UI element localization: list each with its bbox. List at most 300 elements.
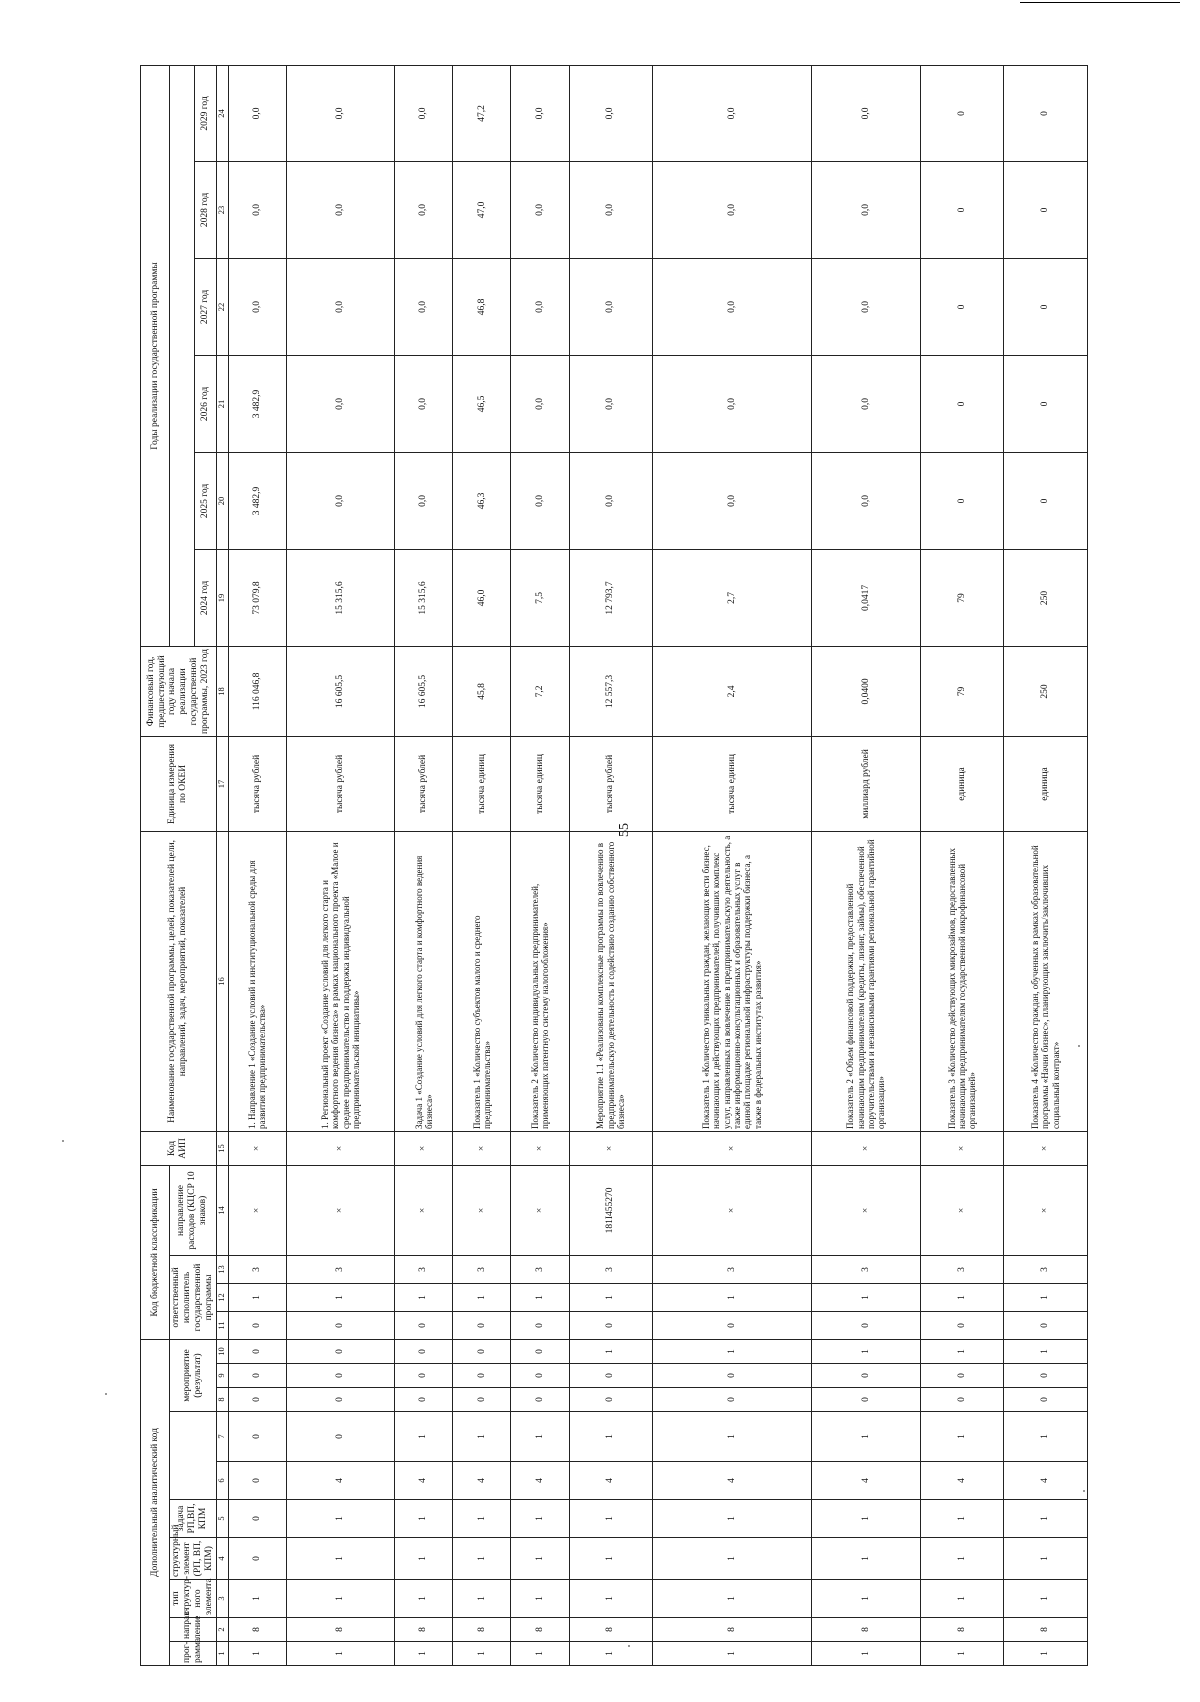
year-header: 2028 год xyxy=(195,161,217,258)
code-cell: 0 xyxy=(228,1364,286,1388)
code-cell: 0 xyxy=(286,1364,395,1388)
unit-cell: тысяча единиц xyxy=(652,736,811,831)
code-cell: 1 xyxy=(920,1412,1003,1462)
column-number: 9 xyxy=(216,1364,228,1388)
code-cell: 1 xyxy=(511,1642,569,1666)
event-header: мероприятие (результат) xyxy=(170,1339,217,1411)
code-cell: 1 xyxy=(511,1538,569,1580)
scan-speck xyxy=(62,1140,64,1142)
year-value-cell: 250 xyxy=(1004,549,1087,646)
year-value-cell: 0 xyxy=(1004,452,1087,549)
code-cell: 1 xyxy=(812,1500,921,1538)
code-cell: 1 xyxy=(569,1500,652,1538)
base-year-cell: 116 046,8 xyxy=(228,646,286,736)
empty-header xyxy=(170,1412,217,1500)
year-value-cell: 46,5 xyxy=(453,355,511,452)
table-row xyxy=(286,65,395,1665)
code-cell: 0 xyxy=(652,1388,811,1412)
column-number: 1 xyxy=(216,1642,228,1666)
code-cell: × xyxy=(920,1165,1003,1255)
table-row xyxy=(1004,65,1087,1665)
year-value-cell: 46,8 xyxy=(453,258,511,355)
year-value-cell: 0,0 xyxy=(395,452,453,549)
code-cell: 0 xyxy=(812,1388,921,1412)
code-cell: 0 xyxy=(812,1311,921,1339)
base-year-cell: 250 xyxy=(1004,646,1087,736)
code-cell: 1 xyxy=(812,1412,921,1462)
year-value-cell: 0,0 xyxy=(652,161,811,258)
year-value-cell: 15 315,6 xyxy=(395,549,453,646)
top-border-line xyxy=(1020,2,1180,3)
table-row xyxy=(511,65,569,1665)
year-value-cell: 0,0417 xyxy=(812,549,921,646)
code-cell: 0 xyxy=(920,1364,1003,1388)
code-cell: 8 xyxy=(228,1618,286,1642)
base-year-header: Финансовый год, предшествующий году начала реализации государственной программы, 2023 год xyxy=(141,646,217,736)
year-value-cell: 47,2 xyxy=(453,65,511,161)
column-number: 10 xyxy=(216,1339,228,1363)
name-cell: Показатель 1 «Количество уникальных граждан, желающих вести бизнес, начинающих и действующих предпринимателей, получивших комплекс услуг, направленных на вовлечение в предпринимательскую деятельность, а также информационно-консультационных и образовательных услуг в единой площадке региональной инфраструктуры поддержки бизнеса, а также в федеральных институтах развития» xyxy=(652,831,811,1131)
code-cell: 3 xyxy=(1004,1255,1087,1283)
code-cell: 0 xyxy=(228,1339,286,1363)
code-cell: 1 xyxy=(286,1580,395,1618)
code-cell: 4 xyxy=(395,1462,453,1500)
code-cell: 1 xyxy=(1004,1642,1087,1666)
year-value-cell: 12 793,7 xyxy=(569,549,652,646)
code-cell: 1 xyxy=(652,1538,811,1580)
unit-cell: единица xyxy=(1004,736,1087,831)
code-cell: 1 xyxy=(395,1283,453,1311)
code-cell: × xyxy=(453,1131,511,1165)
column-number: 7 xyxy=(216,1412,228,1462)
year-value-cell: 0,0 xyxy=(511,161,569,258)
scan-speck xyxy=(105,1393,107,1395)
year-value-cell: 0 xyxy=(920,161,1003,258)
code-cell: 1 xyxy=(1004,1283,1087,1311)
code-cell: 1 xyxy=(1004,1580,1087,1618)
code-cell: 4 xyxy=(652,1462,811,1500)
code-cell: 0 xyxy=(569,1388,652,1412)
code-cell: 1 xyxy=(453,1283,511,1311)
code-cell: 3 xyxy=(286,1255,395,1283)
unit-cell: миллиард рублей xyxy=(812,736,921,831)
kod-aip-header: Код АИП xyxy=(141,1131,217,1165)
base-year-cell: 16 605,5 xyxy=(286,646,395,736)
code-cell: 1 xyxy=(286,1500,395,1538)
year-value-cell: 7,5 xyxy=(511,549,569,646)
year-value-cell: 0,0 xyxy=(228,258,286,355)
year-value-cell: 0 xyxy=(1004,161,1087,258)
code-cell: 3 xyxy=(812,1255,921,1283)
code-cell: 1 xyxy=(453,1412,511,1462)
column-number: 2 xyxy=(216,1618,228,1642)
code-cell: 8 xyxy=(652,1618,811,1642)
code-cell: 1 xyxy=(812,1283,921,1311)
code-cell: 1 xyxy=(920,1642,1003,1666)
code-cell: 0 xyxy=(569,1311,652,1339)
unit-cell: тысяча рублей xyxy=(395,736,453,831)
year-value-cell: 0,0 xyxy=(511,65,569,161)
code-cell: 1 xyxy=(395,1580,453,1618)
year-value-cell: 0,0 xyxy=(286,355,395,452)
year-value-cell: 3 482,9 xyxy=(228,452,286,549)
program-indicators-table xyxy=(140,65,1088,1666)
code-cell: 8 xyxy=(511,1618,569,1642)
code-cell: 4 xyxy=(511,1462,569,1500)
code-cell: 1 xyxy=(395,1538,453,1580)
year-value-cell: 0,0 xyxy=(511,355,569,452)
code-cell: 0 xyxy=(286,1311,395,1339)
code-cell: 0 xyxy=(920,1311,1003,1339)
table-body xyxy=(228,65,1087,1665)
year-value-cell: 0,0 xyxy=(395,258,453,355)
year-value-cell: 0,0 xyxy=(395,355,453,452)
code-cell: 0 xyxy=(286,1339,395,1363)
years-spacer xyxy=(170,65,195,646)
table-row xyxy=(453,65,511,1665)
year-value-cell: 0,0 xyxy=(511,258,569,355)
code-cell: 1 xyxy=(569,1339,652,1363)
code-cell: 0 xyxy=(1004,1311,1087,1339)
code-cell: 1 xyxy=(652,1412,811,1462)
year-value-cell: 0,0 xyxy=(652,258,811,355)
code-cell: 3 xyxy=(228,1255,286,1283)
year-value-cell: 0 xyxy=(920,355,1003,452)
code-cell: 1 xyxy=(569,1283,652,1311)
year-value-cell: 0 xyxy=(1004,355,1087,452)
code-cell: × xyxy=(286,1165,395,1255)
code-cell: 4 xyxy=(453,1462,511,1500)
code-cell: 0 xyxy=(453,1311,511,1339)
code-cell: × xyxy=(511,1131,569,1165)
code-cell: 1 xyxy=(511,1580,569,1618)
code-cell: 0 xyxy=(453,1339,511,1363)
base-year-cell: 2,4 xyxy=(652,646,811,736)
year-value-cell: 0,0 xyxy=(395,65,453,161)
column-number: 5 xyxy=(216,1500,228,1538)
code-cell: 0 xyxy=(511,1388,569,1412)
year-value-cell: 0,0 xyxy=(652,65,811,161)
code-cell: 1 xyxy=(812,1580,921,1618)
responsible-header: ответственный исполнитель государственной программы xyxy=(170,1255,217,1339)
code-cell: 0 xyxy=(652,1311,811,1339)
code-cell: 4 xyxy=(812,1462,921,1500)
code-cell: 3 xyxy=(511,1255,569,1283)
code-cell: 3 xyxy=(920,1255,1003,1283)
year-value-cell: 0,0 xyxy=(812,258,921,355)
year-header: 2026 год xyxy=(195,355,217,452)
column-number: 8 xyxy=(216,1388,228,1412)
code-cell: × xyxy=(1004,1165,1087,1255)
scan-speck xyxy=(1083,1490,1085,1492)
code-cell: 3 xyxy=(652,1255,811,1283)
scan-speck xyxy=(1078,1045,1080,1047)
column-number: 14 xyxy=(216,1165,228,1255)
year-value-cell: 3 482,9 xyxy=(228,355,286,452)
code-cell: 1 xyxy=(511,1500,569,1538)
year-value-cell: 0 xyxy=(1004,258,1087,355)
year-value-cell: 2,7 xyxy=(652,549,811,646)
table-row xyxy=(569,65,652,1665)
code-cell: 8 xyxy=(812,1618,921,1642)
code-cell: 0 xyxy=(453,1388,511,1412)
name-cell: Показатель 3 «Количество действующих микрозаймов, предоставленных начинающим предпринимателям государственной микрофинансовой организацией» xyxy=(920,831,1003,1131)
code-cell: 1 xyxy=(920,1538,1003,1580)
name-cell: Показатель 1 «Количество субъектов малого и среднего предпринимательства» xyxy=(453,831,511,1131)
year-value-cell: 46,0 xyxy=(453,549,511,646)
year-value-cell: 73 079,8 xyxy=(228,549,286,646)
column-number-row xyxy=(216,65,228,1665)
code-cell: × xyxy=(228,1131,286,1165)
year-value-cell: 0 xyxy=(1004,65,1087,161)
base-year-cell: 7,2 xyxy=(511,646,569,736)
code-cell: 181I455270 xyxy=(569,1165,652,1255)
code-cell: 0 xyxy=(395,1311,453,1339)
additional-code-header: Дополнительный аналитический код xyxy=(141,1339,170,1665)
year-value-cell: 0 xyxy=(920,65,1003,161)
table-row xyxy=(920,65,1003,1665)
year-value-cell: 47,0 xyxy=(453,161,511,258)
scan-speck xyxy=(628,1645,630,1647)
name-cell: Показатель 4 «Количество граждан, обученных в рамках образовательной программы «Начни бизнес», планирующих заключить/заключивших социальный контракт» xyxy=(1004,831,1087,1131)
year-header: 2025 год xyxy=(195,452,217,549)
table-row xyxy=(228,65,286,1665)
code-cell: 1 xyxy=(395,1642,453,1666)
year-value-cell: 0,0 xyxy=(812,65,921,161)
code-cell: × xyxy=(511,1165,569,1255)
code-cell: 1 xyxy=(652,1339,811,1363)
base-year-cell: 12 557,3 xyxy=(569,646,652,736)
code-cell: 1 xyxy=(228,1642,286,1666)
name-cell: Мероприятие 1.1 «Реализованы комплексные программы по вовлечению в предпринимательскую деятельность и содействию созданию собственного бизнеса» xyxy=(569,831,652,1131)
base-year-cell: 0,0400 xyxy=(812,646,921,736)
year-value-cell: 0,0 xyxy=(569,355,652,452)
code-cell: × xyxy=(652,1131,811,1165)
unit-cell: тысяча рублей xyxy=(569,736,652,831)
column-number: 16 xyxy=(216,831,228,1131)
code-cell: 1 xyxy=(920,1339,1003,1363)
name-header: Наименование государственной программы, целей, показателей цели, направлений, задач, мероприятий, показателей xyxy=(141,831,217,1131)
struct-type-header: тип структур-ного элемента xyxy=(170,1580,217,1618)
unit-cell: тысяча единиц xyxy=(453,736,511,831)
table-row xyxy=(395,65,453,1665)
column-number: 4 xyxy=(216,1538,228,1580)
code-cell: 0 xyxy=(228,1388,286,1412)
column-number: 19 xyxy=(216,549,228,646)
code-cell: 0 xyxy=(395,1364,453,1388)
year-value-cell: 0,0 xyxy=(812,161,921,258)
code-cell: 4 xyxy=(1004,1462,1087,1500)
unit-cell: единица xyxy=(920,736,1003,831)
column-number: 18 xyxy=(216,646,228,736)
name-cell: Показатель 2 «Объем финансовой поддержки, предоставленной начинающим предпринимателям (кредиты, лизинг, займы), обеспеченной поручительствами и независимыми гарантиями региональной гарантийной организации» xyxy=(812,831,921,1131)
year-value-cell: 0,0 xyxy=(286,258,395,355)
code-cell: 0 xyxy=(1004,1364,1087,1388)
code-cell: × xyxy=(453,1165,511,1255)
code-cell: × xyxy=(920,1131,1003,1165)
code-cell: 3 xyxy=(569,1255,652,1283)
year-value-cell: 0,0 xyxy=(286,161,395,258)
year-value-cell: 0,0 xyxy=(812,452,921,549)
table-row xyxy=(652,65,811,1665)
code-cell: 0 xyxy=(286,1412,395,1462)
code-cell: 1 xyxy=(453,1500,511,1538)
budget-code-header: Код бюджетной классификации xyxy=(141,1165,170,1339)
code-cell: 3 xyxy=(395,1255,453,1283)
code-cell: 0 xyxy=(1004,1388,1087,1412)
code-cell: 1 xyxy=(511,1412,569,1462)
code-cell: × xyxy=(652,1165,811,1255)
column-number: 15 xyxy=(216,1131,228,1165)
column-number: 20 xyxy=(216,452,228,549)
code-cell: 1 xyxy=(453,1580,511,1618)
code-cell: 0 xyxy=(395,1388,453,1412)
column-number: 23 xyxy=(216,161,228,258)
column-number: 22 xyxy=(216,258,228,355)
code-cell: 0 xyxy=(511,1311,569,1339)
code-cell: 0 xyxy=(395,1339,453,1363)
code-cell: 1 xyxy=(1004,1538,1087,1580)
code-cell: 1 xyxy=(286,1538,395,1580)
year-value-cell: 79 xyxy=(920,549,1003,646)
code-cell: × xyxy=(1004,1131,1087,1165)
task-header: задача РП,ВП, КПМ xyxy=(170,1500,217,1538)
direction-header: направ-ление xyxy=(170,1618,217,1642)
code-cell: 8 xyxy=(1004,1618,1087,1642)
year-value-cell: 0,0 xyxy=(569,65,652,161)
year-value-cell: 0,0 xyxy=(652,355,811,452)
code-cell: 1 xyxy=(569,1412,652,1462)
code-cell: × xyxy=(812,1165,921,1255)
code-cell: 1 xyxy=(511,1283,569,1311)
code-cell: 1 xyxy=(652,1642,811,1666)
code-cell: 4 xyxy=(286,1462,395,1500)
code-cell: 1 xyxy=(812,1339,921,1363)
code-cell: × xyxy=(812,1131,921,1165)
rotated-table-wrapper xyxy=(140,66,1080,1666)
code-cell: 0 xyxy=(511,1364,569,1388)
program-header: прог-рамма xyxy=(170,1642,217,1666)
code-cell: 1 xyxy=(569,1580,652,1618)
column-number: 21 xyxy=(216,355,228,452)
code-cell: × xyxy=(228,1165,286,1255)
year-header: 2027 год xyxy=(195,258,217,355)
code-cell: 0 xyxy=(228,1538,286,1580)
code-cell: 0 xyxy=(228,1500,286,1538)
column-number: 12 xyxy=(216,1283,228,1311)
column-number: 24 xyxy=(216,65,228,161)
year-value-cell: 15 315,6 xyxy=(286,549,395,646)
code-cell: 8 xyxy=(569,1618,652,1642)
year-value-cell: 0,0 xyxy=(511,452,569,549)
code-cell: 0 xyxy=(569,1364,652,1388)
code-cell: 0 xyxy=(228,1462,286,1500)
code-cell: 1 xyxy=(395,1412,453,1462)
code-cell: 1 xyxy=(569,1538,652,1580)
expense-dir-header: направление расходов (КЦСР 10 знаков) xyxy=(170,1165,217,1255)
code-cell: 0 xyxy=(920,1388,1003,1412)
column-number: 17 xyxy=(216,736,228,831)
code-cell: 1 xyxy=(569,1642,652,1666)
unit-cell: тысяча рублей xyxy=(286,736,395,831)
year-value-cell: 0,0 xyxy=(395,161,453,258)
year-header: 2029 год xyxy=(195,65,217,161)
code-cell: 1 xyxy=(286,1642,395,1666)
year-value-cell: 46,3 xyxy=(453,452,511,549)
code-cell: 0 xyxy=(812,1364,921,1388)
year-value-cell: 0 xyxy=(920,258,1003,355)
code-cell: 1 xyxy=(812,1642,921,1666)
code-cell: 1 xyxy=(920,1283,1003,1311)
years-group-header: Годы реализации государственной программы xyxy=(141,65,170,646)
unit-header: Единица измерения по ОКЕИ xyxy=(141,736,217,831)
code-cell: 0 xyxy=(652,1364,811,1388)
code-cell: 8 xyxy=(453,1618,511,1642)
year-value-cell: 0,0 xyxy=(812,355,921,452)
unit-cell: тысяча единиц xyxy=(511,736,569,831)
code-cell: 1 xyxy=(1004,1412,1087,1462)
code-cell: 1 xyxy=(228,1580,286,1618)
base-year-cell: 16 605,5 xyxy=(395,646,453,736)
year-value-cell: 0,0 xyxy=(569,161,652,258)
code-cell: × xyxy=(395,1131,453,1165)
year-value-cell: 0,0 xyxy=(228,161,286,258)
code-cell: 8 xyxy=(395,1618,453,1642)
column-number: 13 xyxy=(216,1255,228,1283)
code-cell: 1 xyxy=(920,1580,1003,1618)
code-cell: 8 xyxy=(920,1618,1003,1642)
table-row xyxy=(812,65,921,1665)
code-cell: 1 xyxy=(395,1500,453,1538)
name-cell: 1. Направление 1 «Создание условий и институциональной среды для развития предпринимательства» xyxy=(228,831,286,1131)
year-value-cell: 0,0 xyxy=(652,452,811,549)
code-cell: 1 xyxy=(652,1500,811,1538)
struct-elem-header: структурный элемент (РП, ВП, КПМ) xyxy=(170,1538,217,1580)
code-cell: 1 xyxy=(453,1642,511,1666)
code-cell: 0 xyxy=(286,1388,395,1412)
code-cell: 1 xyxy=(652,1580,811,1618)
code-cell: 4 xyxy=(920,1462,1003,1500)
name-cell: Задача 1 «Создание условий для легкого старта и комфортного ведения бизнеса» xyxy=(395,831,453,1131)
code-cell: 1 xyxy=(652,1283,811,1311)
page-number: 55 xyxy=(617,823,632,837)
code-cell: 8 xyxy=(286,1618,395,1642)
year-value-cell: 0,0 xyxy=(569,258,652,355)
base-year-cell: 79 xyxy=(920,646,1003,736)
year-value-cell: 0,0 xyxy=(569,452,652,549)
column-number: 6 xyxy=(216,1462,228,1500)
code-cell: 1 xyxy=(286,1283,395,1311)
year-value-cell: 0,0 xyxy=(228,65,286,161)
unit-cell: тысяча рублей xyxy=(228,736,286,831)
code-cell: × xyxy=(395,1165,453,1255)
base-year-cell: 45,8 xyxy=(453,646,511,736)
code-cell: 1 xyxy=(453,1538,511,1580)
code-cell: 0 xyxy=(228,1412,286,1462)
name-cell: Показатель 2 «Количество индивидуальных предпринимателей, применяющих патентную систему налогообложения» xyxy=(511,831,569,1131)
year-header: 2024 год xyxy=(195,549,217,646)
code-cell: × xyxy=(286,1131,395,1165)
column-number: 11 xyxy=(216,1311,228,1339)
code-cell: 1 xyxy=(1004,1339,1087,1363)
year-value-cell: 0 xyxy=(920,452,1003,549)
code-cell: 3 xyxy=(453,1255,511,1283)
code-cell: 0 xyxy=(228,1311,286,1339)
code-cell: 4 xyxy=(569,1462,652,1500)
column-number: 3 xyxy=(216,1580,228,1618)
name-cell: 1. Региональный проект «Создание условий для легкого старта и комфортного ведения бизнеса» в рамках национального проекта «Малое и среднее предпринимательство и поддержка индивидуальной предпринимательской инициативы» xyxy=(286,831,395,1131)
code-cell: 1 xyxy=(1004,1500,1087,1538)
